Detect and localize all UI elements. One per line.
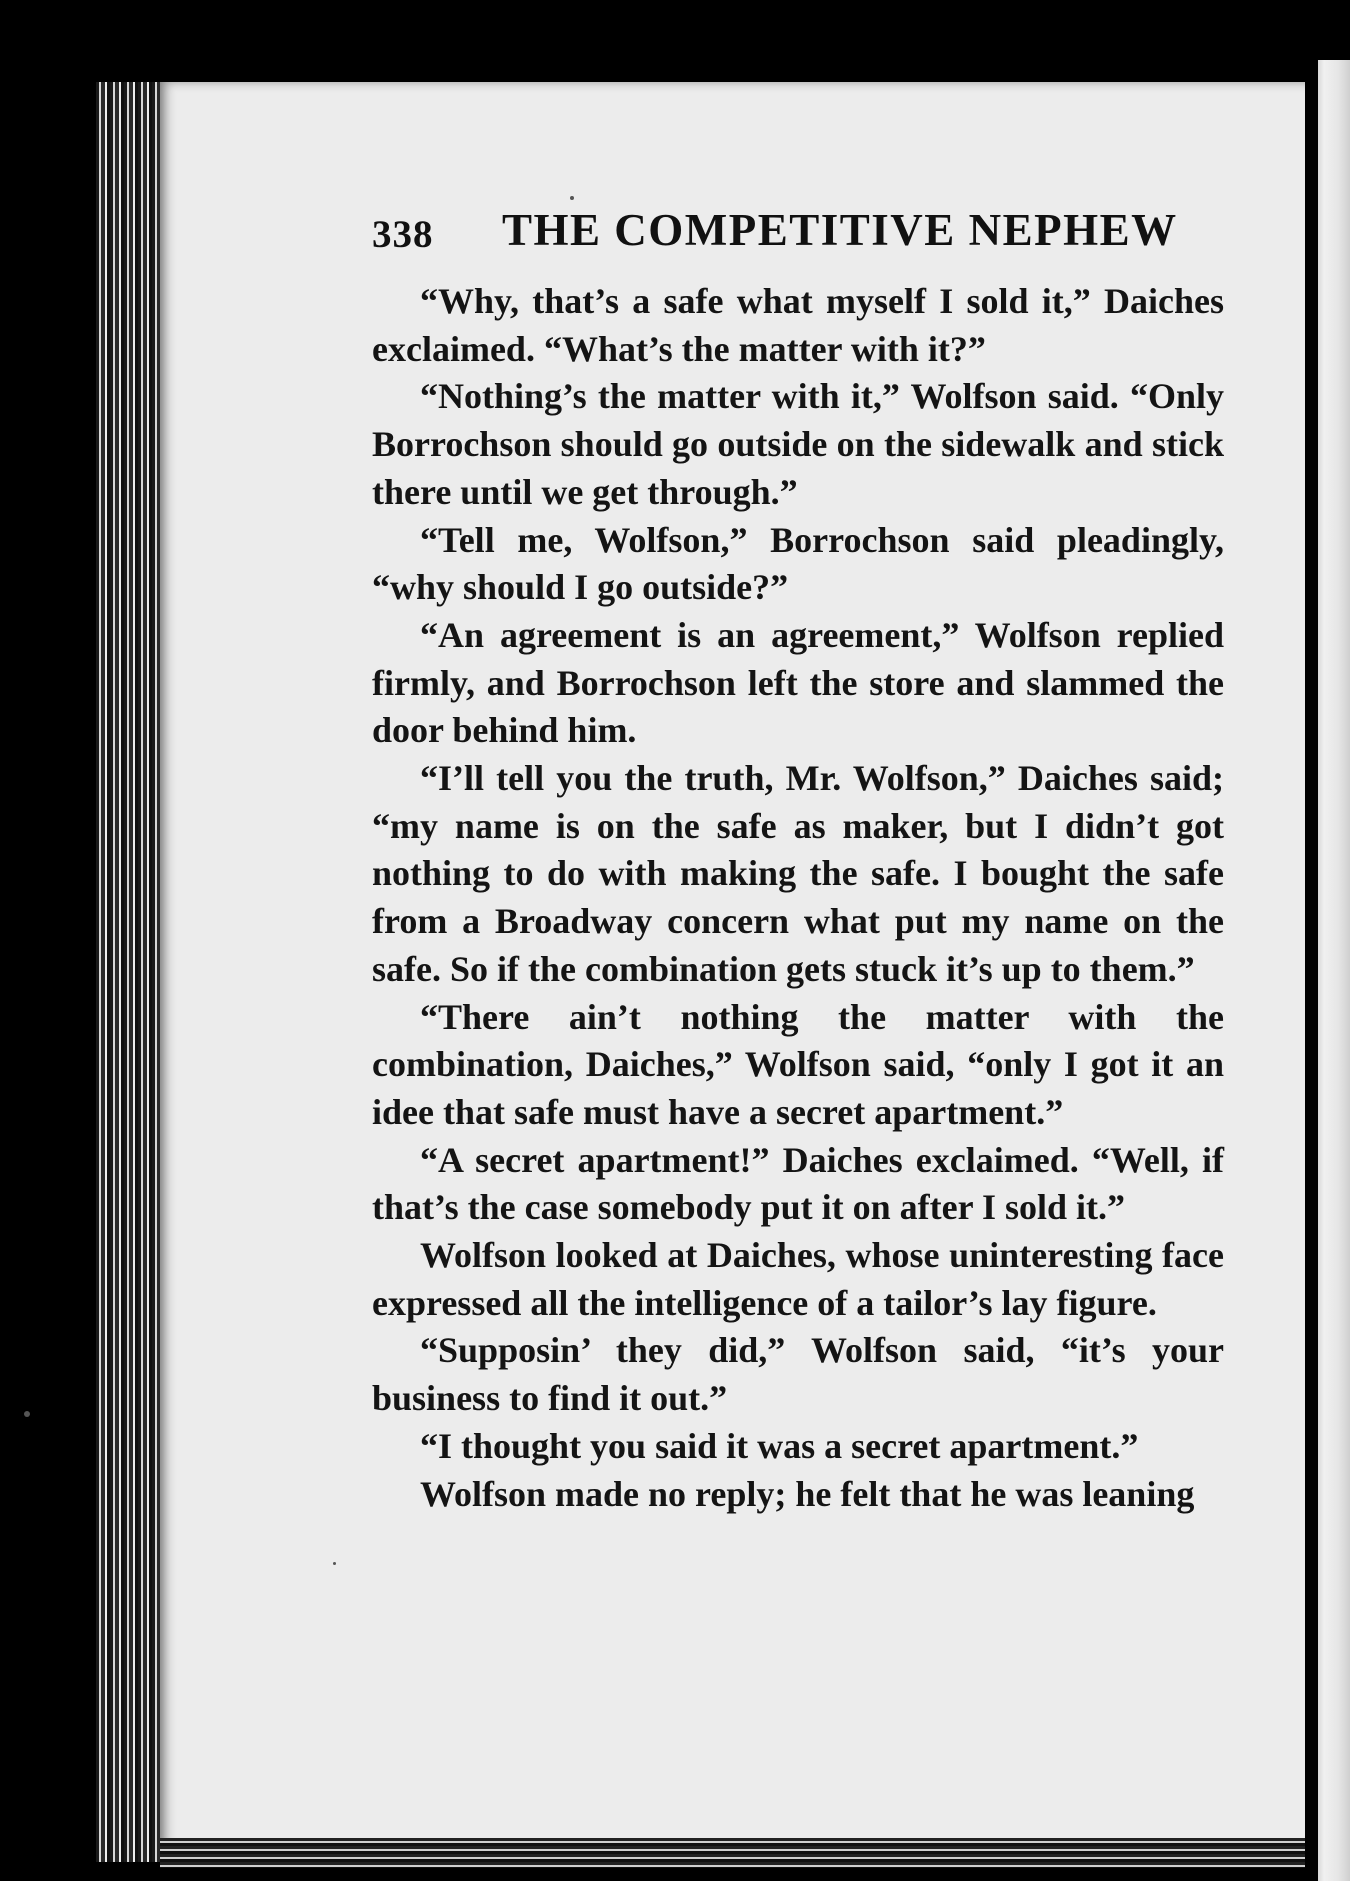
running-head: THE COMPETITIVE NEPHEW (502, 205, 1178, 255)
paragraph: “There ain’t nothing the matter with the combination, Daiches,” Wolfson said, “only I got it an idee that safe must have a secret apartment.” (372, 996, 1224, 1132)
paragraph: “I thought you said it was a secret apartment.” (420, 1425, 1139, 1466)
dust-speck (24, 1411, 30, 1417)
paragraph: “Supposin’ they did,” Wolfson said, “it’s your business to find it out.” (372, 1330, 1224, 1419)
page-bottom-edge (160, 1838, 1312, 1868)
paragraph: Wolfson made no reply; he felt that he was leaning (420, 1473, 1195, 1514)
dust-speck (333, 1562, 336, 1565)
gutter-shadow (1305, 60, 1319, 1881)
page-number: 338 (372, 213, 434, 256)
paragraph: “An agreement is an agreement,” Wolfson replied firmly, and Borrochson left the store and slammed the door behind him. (372, 614, 1224, 751)
book-binding-edge (96, 82, 166, 1862)
paragraph: Wolfson looked at Daiches, whose uninteresting face expressed all the intelligence of a tailor’s lay figure. (372, 1235, 1224, 1323)
paragraph: “I’ll tell you the truth, Mr. Wolfson,” Daiches said; “my name is on the safe as maker, but I didn’t got nothing to do with making the safe. I bought the safe from a Broadway concern what put my name on the safe. So if the combination gets stuck it’s up to them.” (372, 758, 1224, 989)
paragraph: “Why, that’s a safe what myself I sold it,” Daiches exclaimed. “What’s the matter with it?” (372, 281, 1224, 369)
paragraph: “Nothing’s the matter with it,” Wolfson said. “Only Borrochson should go outside on the sidewalk and stick there until we get through.” (372, 376, 1224, 512)
paragraph: “Tell me, Wolfson,” Borrochson said pleadingly, “why should I go outside?” (372, 519, 1224, 608)
paragraph: “A secret apartment!” Daiches exclaimed. “Well, if that’s the case somebody put it on after I sold it.” (372, 1139, 1224, 1228)
body-text (372, 278, 1224, 1518)
page-header (372, 198, 1232, 258)
facing-page-edge (1318, 60, 1350, 1881)
